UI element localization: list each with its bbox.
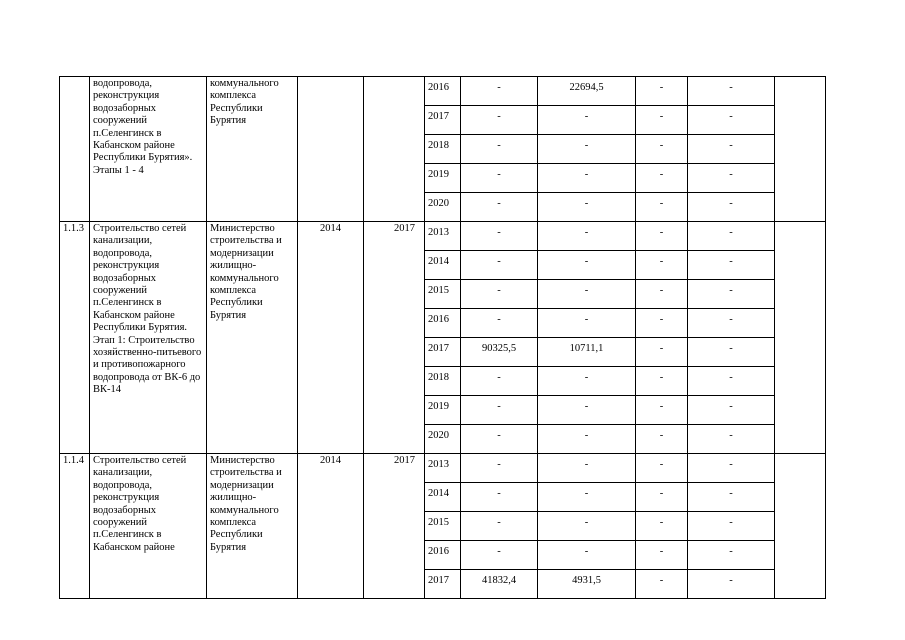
measure-name: Строительство сетей канализации, водопровода, реконструкция водозаборных сооружений п.Селенгинск в Кабанском районе Республики Бурятия. Этап 1: Строительство хозяйственно-питьевого и противопожарного водопровода от ВК-6 до ВК-14 xyxy=(90,222,207,454)
year-cell: 2019 xyxy=(425,164,461,193)
value-cell: - xyxy=(688,280,775,309)
value-cell: - xyxy=(636,164,688,193)
value-cell: - xyxy=(688,77,775,106)
value-cell: - xyxy=(636,512,688,541)
value-cell: - xyxy=(688,106,775,135)
value-cell: - xyxy=(461,425,538,454)
value-cell: - xyxy=(688,454,775,483)
empty-cell xyxy=(775,77,826,222)
value-cell: - xyxy=(461,483,538,512)
value-cell: - xyxy=(538,425,636,454)
value-cell: - xyxy=(688,367,775,396)
value-cell: - xyxy=(538,396,636,425)
value-cell: - xyxy=(636,77,688,106)
value-cell: - xyxy=(538,280,636,309)
value-cell: - xyxy=(461,193,538,222)
value-cell: - xyxy=(688,570,775,599)
row-number: 1.1.3 xyxy=(60,222,90,454)
value-cell: - xyxy=(688,541,775,570)
value-cell: - xyxy=(538,541,636,570)
value-cell: - xyxy=(636,454,688,483)
year-cell: 2017 xyxy=(425,570,461,599)
value-cell: - xyxy=(538,135,636,164)
table-row xyxy=(60,222,826,251)
value-cell: 41832,4 xyxy=(461,570,538,599)
value-cell: - xyxy=(538,512,636,541)
empty-cell xyxy=(775,222,826,454)
value-cell: 10711,1 xyxy=(538,338,636,367)
row-number xyxy=(60,77,90,222)
measure-name: Строительство сетей канализации, водопровода, реконструкция водозаборных сооружений п.Селенгинск в Кабанском районе xyxy=(90,454,207,599)
year-cell: 2020 xyxy=(425,193,461,222)
year-cell: 2015 xyxy=(425,512,461,541)
start-year xyxy=(298,77,364,222)
value-cell: - xyxy=(636,309,688,338)
table-row xyxy=(60,454,826,483)
value-cell: - xyxy=(461,454,538,483)
year-cell: 2017 xyxy=(425,106,461,135)
value-cell: - xyxy=(461,396,538,425)
value-cell: - xyxy=(461,541,538,570)
year-cell: 2014 xyxy=(425,251,461,280)
value-cell: - xyxy=(538,454,636,483)
value-cell: - xyxy=(538,222,636,251)
value-cell: - xyxy=(636,251,688,280)
value-cell: - xyxy=(538,483,636,512)
value-cell: - xyxy=(461,251,538,280)
year-cell: 2014 xyxy=(425,483,461,512)
value-cell: - xyxy=(538,367,636,396)
value-cell: - xyxy=(688,512,775,541)
value-cell: 22694,5 xyxy=(538,77,636,106)
value-cell: - xyxy=(636,193,688,222)
value-cell: - xyxy=(688,251,775,280)
value-cell: - xyxy=(538,106,636,135)
row-number: 1.1.4 xyxy=(60,454,90,599)
value-cell: - xyxy=(538,193,636,222)
value-cell: - xyxy=(688,483,775,512)
year-cell: 2019 xyxy=(425,396,461,425)
value-cell: - xyxy=(636,106,688,135)
value-cell: 90325,5 xyxy=(461,338,538,367)
end-year: 2017 xyxy=(364,454,425,599)
value-cell: - xyxy=(461,135,538,164)
value-cell: - xyxy=(636,483,688,512)
year-cell: 2017 xyxy=(425,338,461,367)
value-cell: - xyxy=(461,367,538,396)
value-cell: - xyxy=(538,164,636,193)
value-cell: - xyxy=(636,280,688,309)
year-cell: 2016 xyxy=(425,309,461,338)
value-cell: - xyxy=(461,106,538,135)
value-cell: - xyxy=(461,512,538,541)
value-cell: - xyxy=(636,541,688,570)
year-cell: 2018 xyxy=(425,367,461,396)
start-year: 2014 xyxy=(298,222,364,454)
value-cell: - xyxy=(461,309,538,338)
value-cell: - xyxy=(461,164,538,193)
program-table xyxy=(59,76,826,599)
value-cell: - xyxy=(688,396,775,425)
value-cell: - xyxy=(688,425,775,454)
executor: Министерство строительства и модернизации жилищно-коммунального комплекса Республики Бурятия xyxy=(207,222,298,454)
table-body xyxy=(60,77,826,599)
year-cell: 2020 xyxy=(425,425,461,454)
value-cell: - xyxy=(636,396,688,425)
executor: коммунального комплекса Республики Бурятия xyxy=(207,77,298,222)
value-cell: - xyxy=(688,338,775,367)
year-cell: 2016 xyxy=(425,541,461,570)
value-cell: - xyxy=(636,367,688,396)
value-cell: - xyxy=(636,135,688,164)
year-cell: 2015 xyxy=(425,280,461,309)
year-cell: 2016 xyxy=(425,77,461,106)
value-cell: - xyxy=(688,135,775,164)
value-cell: - xyxy=(636,425,688,454)
end-year xyxy=(364,77,425,222)
value-cell: - xyxy=(688,193,775,222)
value-cell: - xyxy=(461,280,538,309)
value-cell: - xyxy=(636,338,688,367)
value-cell: - xyxy=(461,222,538,251)
executor: Министерство строительства и модернизации жилищно-коммунального комплекса Республики Бурятия xyxy=(207,454,298,599)
value-cell: 4931,5 xyxy=(538,570,636,599)
year-cell: 2013 xyxy=(425,454,461,483)
value-cell: - xyxy=(688,222,775,251)
value-cell: - xyxy=(688,309,775,338)
value-cell: - xyxy=(461,77,538,106)
measure-name: водопровода, реконструкция водозаборных сооружений п.Селенгинск в Кабанском районе Республики Бурятия». Этапы 1 - 4 xyxy=(90,77,207,222)
value-cell: - xyxy=(636,222,688,251)
table-row xyxy=(60,77,826,106)
end-year: 2017 xyxy=(364,222,425,454)
empty-cell xyxy=(775,454,826,599)
value-cell: - xyxy=(636,570,688,599)
value-cell: - xyxy=(688,164,775,193)
year-cell: 2013 xyxy=(425,222,461,251)
start-year: 2014 xyxy=(298,454,364,599)
value-cell: - xyxy=(538,309,636,338)
value-cell: - xyxy=(538,251,636,280)
year-cell: 2018 xyxy=(425,135,461,164)
